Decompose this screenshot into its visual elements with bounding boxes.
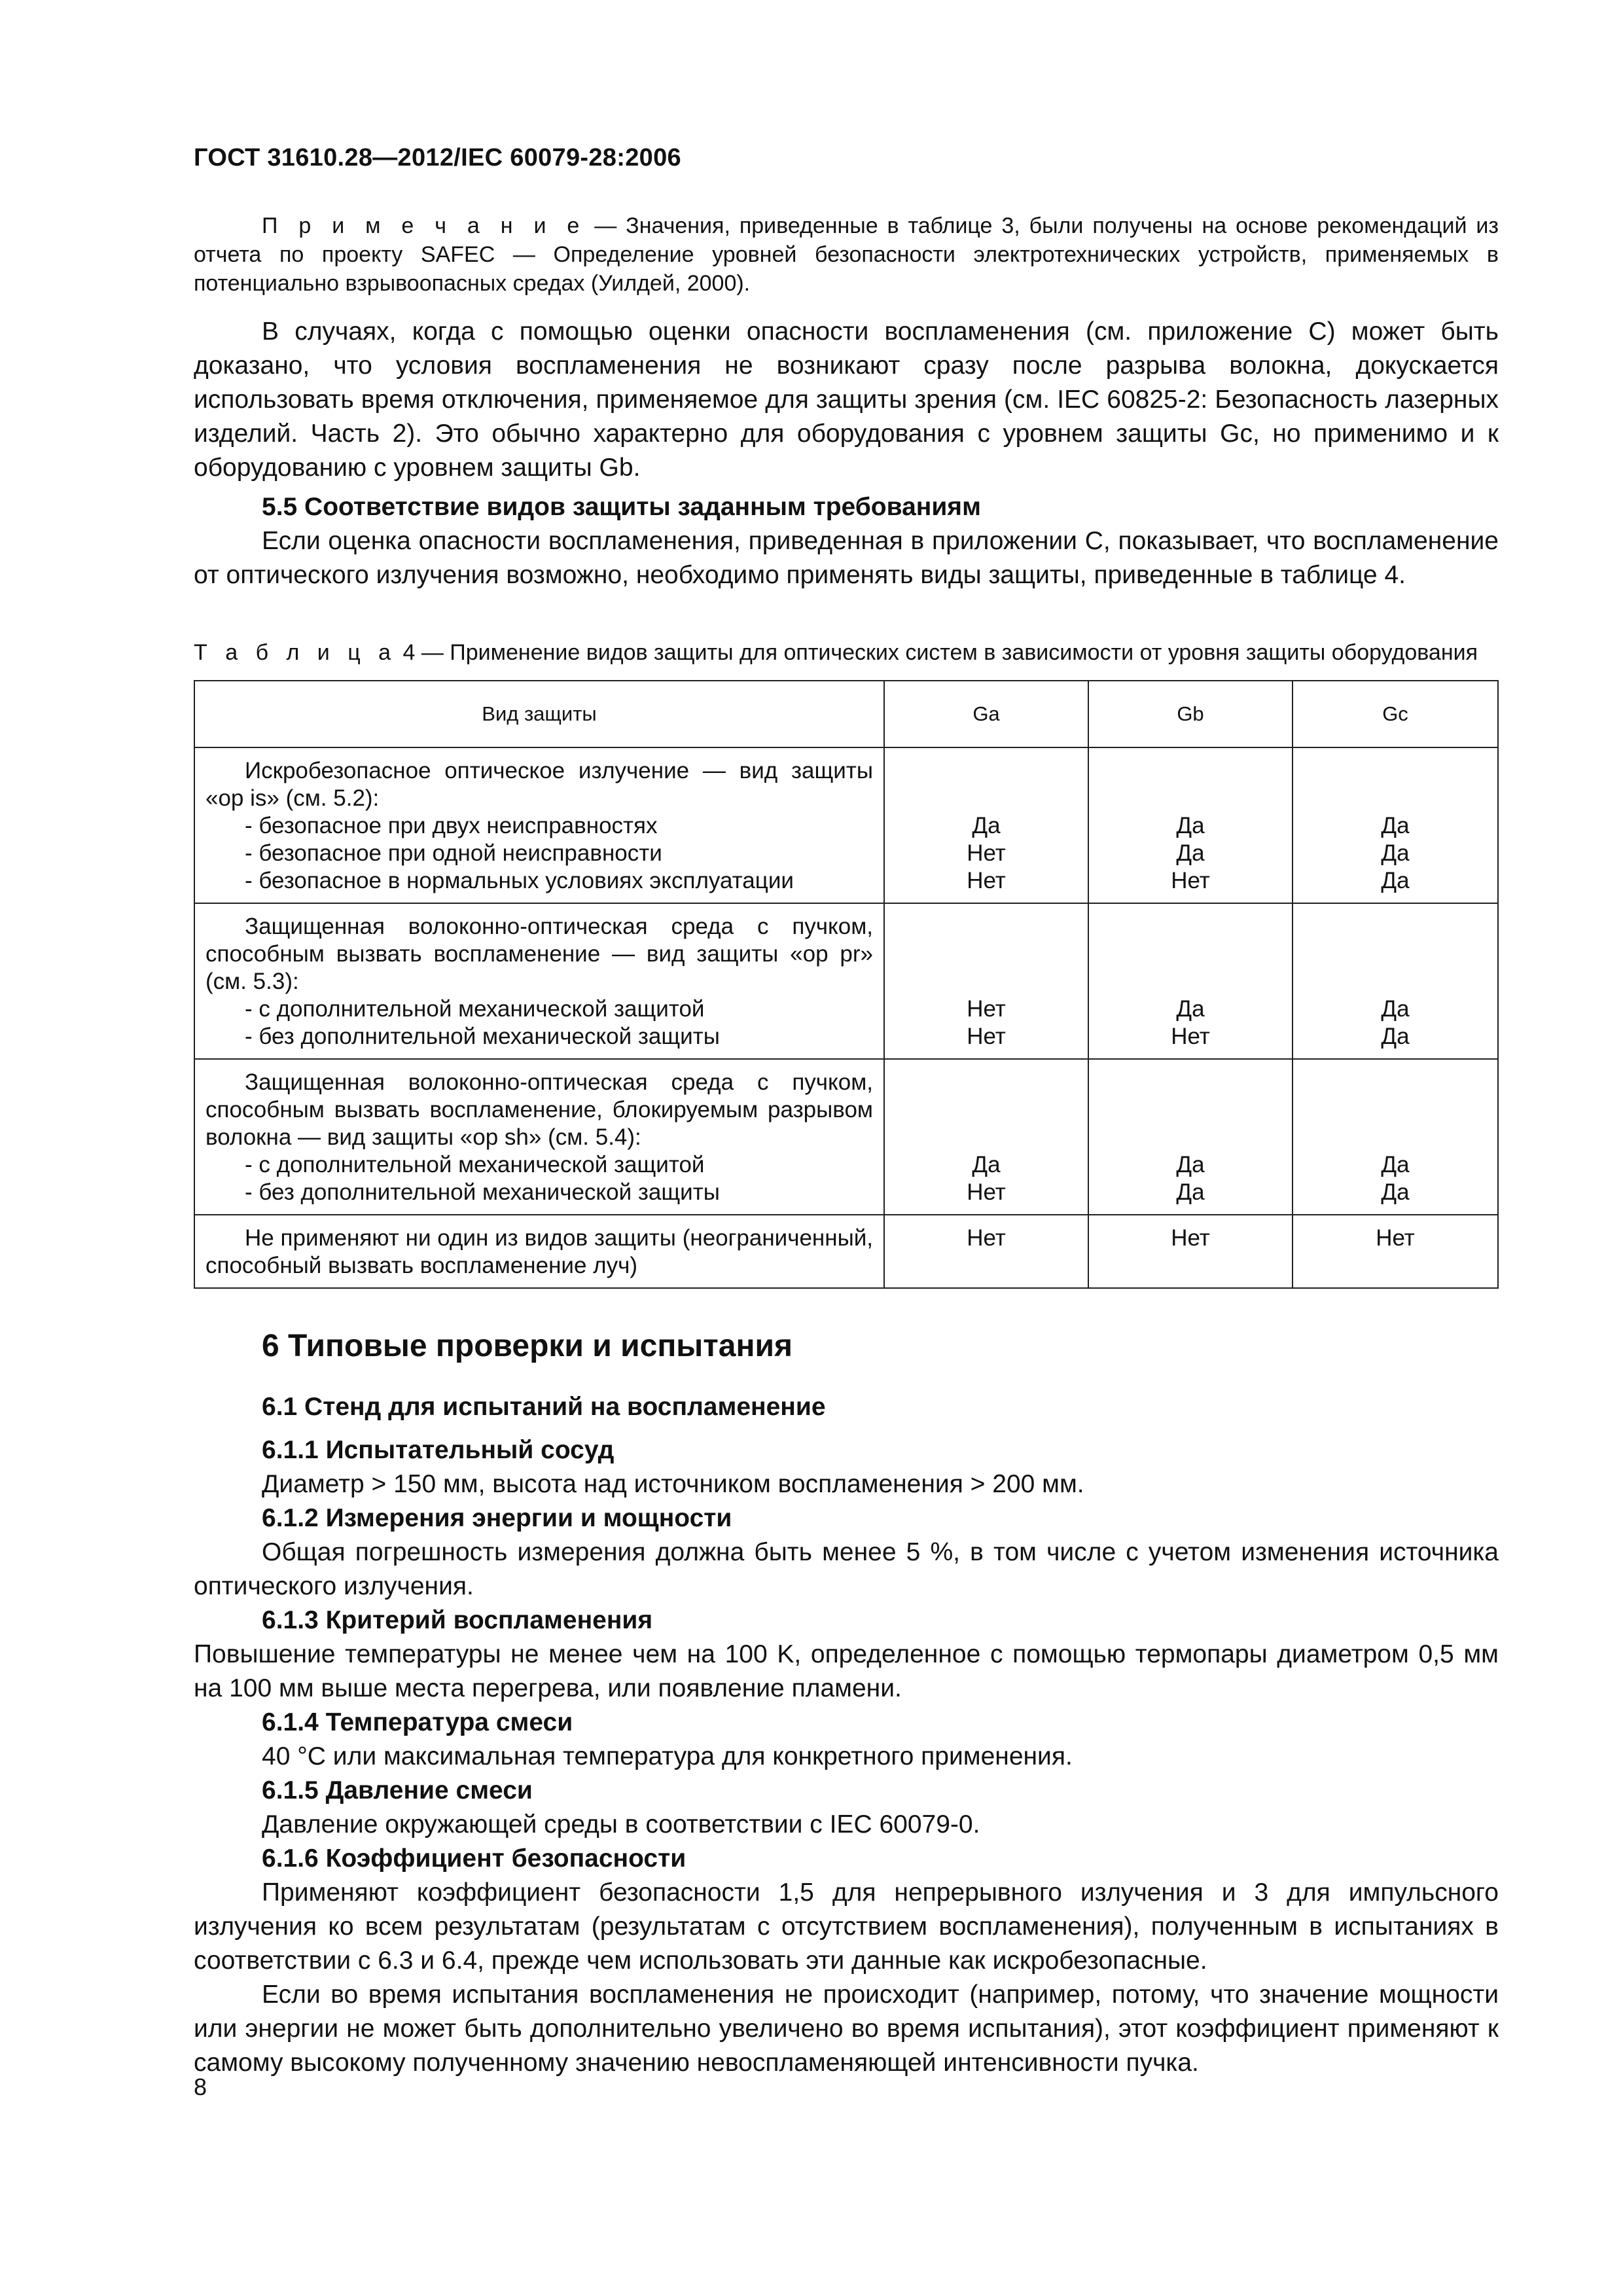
section-6-1-2-title: 6.1.2 Измерения энергии и мощности [262, 1504, 732, 1532]
section-6-1-6-text-b: Если во время испытания воспламенения не происходит (например, потому, что значение мощности или энергии не может быть дополнительно увеличено во время испытания), этот коэффициент применяют к самому высокому полученному значению невоспламеняющей интенсивности пучка. [194, 1981, 1499, 2077]
row-description: Искробезопасное оптическое излучение — вид защиты «op is» (см. 5.2): [205, 758, 873, 811]
row-subitem: - безопасное при двух неисправностях [245, 813, 658, 838]
page-number: 8 [194, 2073, 207, 2100]
cell-ga: Нет [967, 996, 1006, 1022]
row-subitem: - с дополнительной механической защитой [245, 996, 705, 1022]
cell-gc: Да [1381, 868, 1410, 893]
cell-gc: Да [1381, 1024, 1410, 1049]
section-6-1-4-text: 40 °C или максимальная температура для конкретного применения. [262, 1742, 1073, 1770]
table-row [194, 903, 1498, 1059]
row-subitem: - без дополнительной механической защиты [245, 1179, 720, 1205]
table-label: Т а б л и ц а [194, 640, 397, 665]
table-caption-text: 4 — Применение видов защиты для оптических систем в зависимости от уровня защиты оборудования [397, 640, 1478, 665]
table-caption [194, 639, 1499, 666]
protection-types-table [194, 680, 1499, 1289]
cell-gc: Да [1381, 1152, 1410, 1177]
section-5-5-title: 5.5 Соответствие видов защиты заданным требованиям [262, 493, 981, 521]
table-row [194, 747, 1498, 903]
section-6-1-4-title: 6.1.4 Температура смеси [262, 1708, 573, 1736]
cell-ga: Нет [967, 1179, 1006, 1205]
cell-gb: Да [1176, 813, 1205, 838]
cell-ga: Нет [967, 1024, 1006, 1049]
section-6-1-3-text: Повышение температуры не менее чем на 100 K, определенное с помощью термопары диаметром 0,5 мм на 100 мм выше места перегрева, или появление пламени. [194, 1640, 1499, 1702]
cell-gc: Да [1381, 1179, 1410, 1205]
cell-gb: Да [1176, 840, 1205, 866]
cell-ga: Да [972, 813, 1001, 838]
cell-ga: Нет [967, 868, 1006, 893]
document-header: ГОСТ 31610.28—2012/IEC 60079-28:2006 [194, 144, 681, 171]
table-header-row [194, 681, 1498, 747]
row-description: Не применяют ни один из видов защиты (неограниченный, способный вызвать воспламенение луч) [205, 1225, 873, 1278]
row-subitem: - безопасное в нормальных условиях эксплуатации [245, 868, 794, 893]
cell-gc: Да [1381, 813, 1410, 838]
section-6-1-6-text-a: Применяют коэффициент безопасности 1,5 для непрерывного излучения и 3 для импульсного излучения ко всем результатам (результатам с отсутствием воспламенения), полученным в испытаниях в соответствии с 6.3 и 6.4, прежде чем использовать эти данные как искробезопасные. [194, 1878, 1499, 1975]
document-page [194, 144, 1499, 2080]
section-6-1-1-text: Диаметр > 150 мм, высота над источником воспламенения > 200 мм. [262, 1470, 1084, 1498]
table-row [194, 1059, 1498, 1215]
note-paragraph [194, 211, 1499, 298]
note-label: П р и м е ч а н и е [262, 213, 586, 238]
paragraph-shutdown-time: В случаях, когда с помощью оценки опасности воспламенения (см. приложение С) может быть доказано, что условия воспламенения не возникают сразу после разрыва волокна, докускается использовать время отключения, применяемое для защиты зрения (см. IEC 60825-2: Безопасность лазерных изделий. Часть 2). Это обычно характерно для оборудования с уровнем защиты Gc, но применимо и к оборудованию с уровнем защиты Gb. [194, 317, 1499, 482]
row-subitem: - безопасное при одной неисправности [245, 840, 662, 866]
cell-gc: Нет [1376, 1225, 1415, 1251]
cell-gb: Нет [1171, 868, 1210, 893]
cell-gb: Да [1176, 1152, 1205, 1177]
row-description: Защищенная волоконно-оптическая среда с пучком, способным вызвать воспламенение, блокируемым разрывом волокна — вид защиты «op sh» (см. 5.4): [205, 1069, 873, 1150]
section-6-1-1-title: 6.1.1 Испытательный сосуд [262, 1436, 615, 1464]
row-description: Защищенная волоконно-оптическая среда с пучком, способным вызвать воспламенение — вид защиты «op pr» (см. 5.3): [205, 914, 873, 994]
table-row [194, 1215, 1498, 1288]
cell-gc: Да [1381, 996, 1410, 1022]
row-subitem: - без дополнительной механической защиты [245, 1024, 720, 1049]
section-6-1-5-text: Давление окружающей среды в соответствии с IEC 60079-0. [262, 1810, 980, 1839]
section-6-title: 6 Типовые проверки и испытания [262, 1329, 793, 1363]
note-text: — Значения, приведенные в таблице 3, были получены на основе рекомендаций из отчета по проекту SAFEC — Определение уровней безопасности электротехнических устройств, применяемых в потенциально взрывоопасных средах (Уилдей, 2000). [194, 213, 1499, 296]
cell-ga: Нет [967, 840, 1006, 866]
section-6-1-5-title: 6.1.5 Давление смеси [262, 1776, 533, 1804]
section-6-1-6-title: 6.1.6 Коэффициент безопасности [262, 1844, 687, 1873]
section-6-1-title: 6.1 Стенд для испытаний на воспламенение [262, 1393, 826, 1421]
section-6-1-3-title: 6.1.3 Критерий воспламенения [262, 1606, 653, 1634]
section-6-1-2-text: Общая погрешность измерения должна быть менее 5 %, в том числе с учетом изменения источника оптического излучения. [194, 1538, 1499, 1600]
cell-ga: Нет [967, 1225, 1006, 1251]
cell-gc: Да [1381, 840, 1410, 866]
cell-gb: Нет [1171, 1225, 1210, 1251]
header-ga: Ga [884, 681, 1088, 747]
cell-gb: Да [1176, 996, 1205, 1022]
cell-gb: Нет [1171, 1024, 1210, 1049]
section-5-5-text: Если оценка опасности воспламенения, приведенная в приложении С, показывает, что воспламенение от оптического излучения возможно, необходимо применять виды защиты, приведенные в таблице 4. [194, 527, 1499, 589]
header-gc: Gc [1293, 681, 1498, 747]
header-gb: Gb [1088, 681, 1293, 747]
cell-ga: Да [972, 1152, 1001, 1177]
header-protection-type: Вид защиты [194, 681, 884, 747]
cell-gb: Да [1176, 1179, 1205, 1205]
row-subitem: - с дополнительной механической защитой [245, 1152, 705, 1177]
